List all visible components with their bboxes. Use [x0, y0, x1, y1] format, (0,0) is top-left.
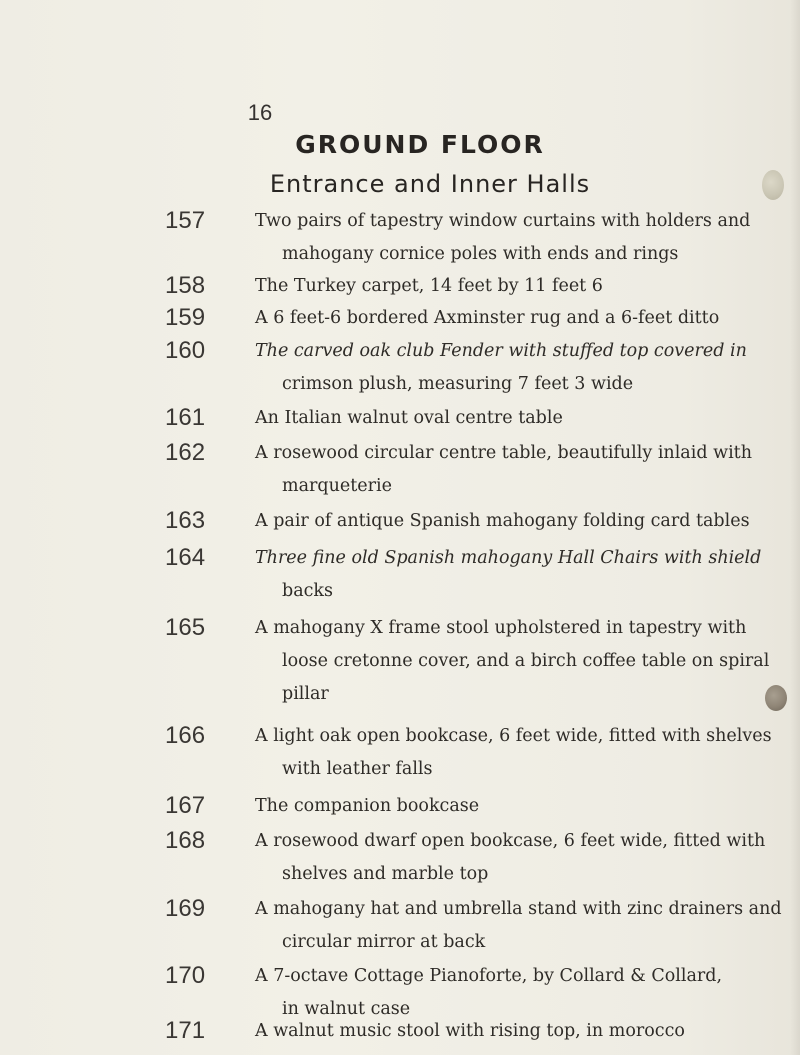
lot-line: The carved oak club Fender with stuffed top covered in	[255, 341, 747, 361]
lot-number: 157	[165, 207, 206, 234]
section-subheading: Entrance and Inner Halls	[269, 170, 591, 198]
lot-number: 168	[165, 827, 206, 854]
section-heading: GROUND FLOOR	[295, 130, 545, 159]
lot-number: 158	[165, 272, 206, 299]
lot-number: 163	[165, 507, 206, 534]
lot-line: A mahogany hat and umbrella stand with zinc drainers and	[255, 899, 782, 919]
lot-line: The companion bookcase	[255, 796, 480, 816]
lot-number: 170	[165, 962, 206, 989]
lot-line: A light oak open bookcase, 6 feet wide, fitted with shelves	[255, 726, 772, 746]
lot-description	[255, 612, 770, 711]
lot-number: 164	[165, 544, 206, 571]
lot-line: Three fine old Spanish mahogany Hall Chairs with shield	[255, 548, 762, 568]
lot-line: Two pairs of tapestry window curtains with holders and	[255, 211, 751, 231]
lot-description	[255, 270, 760, 303]
paper-spot-icon	[762, 170, 784, 200]
lot-description	[255, 402, 760, 435]
lot-number: 165	[165, 614, 206, 641]
lot-line: backs	[282, 581, 334, 601]
lot-line: crimson plush, measuring 7 feet 3 wide	[282, 374, 634, 394]
lot-description	[255, 505, 760, 538]
lot-line: mahogany cornice poles with ends and rings	[282, 244, 679, 264]
lot-line: circular mirror at back	[282, 932, 486, 952]
page-number: 16	[247, 100, 273, 125]
lot-line: A pair of antique Spanish mahogany folding card tables	[255, 511, 750, 531]
lot-number: 160	[165, 337, 206, 364]
lot-description	[255, 302, 760, 335]
lot-number: 169	[165, 895, 206, 922]
lot-line: The Turkey carpet, 14 feet by 11 feet 6	[255, 276, 603, 296]
lot-line: shelves and marble top	[282, 864, 489, 884]
lot-line: A 7-octave Cottage Pianoforte, by Collard & Collard,	[255, 966, 723, 986]
lot-line: in walnut case	[282, 999, 411, 1019]
lot-line: loose cretonne cover, and a birch coffee table on spiral	[282, 651, 770, 671]
lot-description	[255, 205, 760, 271]
lot-number: 161	[165, 404, 206, 431]
lot-description	[255, 437, 760, 503]
lot-line: An Italian walnut oval centre table	[255, 408, 563, 428]
lot-number: 162	[165, 439, 206, 466]
lot-line: A 6 feet-6 bordered Axminster rug and a 6-feet ditto	[255, 308, 720, 328]
lot-line: A mahogany X frame stool upholstered in tapestry with	[255, 618, 747, 638]
lot-line: A walnut music stool with rising top, in morocco	[255, 1021, 685, 1041]
lot-description	[255, 790, 760, 823]
lot-number: 171	[165, 1017, 206, 1044]
lot-number: 167	[165, 792, 206, 819]
lot-line: A rosewood circular centre table, beautifully inlaid with	[255, 443, 752, 463]
lot-line: pillar	[282, 684, 329, 704]
lot-line: A rosewood dwarf open bookcase, 6 feet wide, fitted with	[255, 831, 766, 851]
lot-number: 159	[165, 304, 206, 331]
lot-description	[255, 893, 782, 959]
lot-description	[255, 1015, 760, 1048]
page-edge	[790, 0, 800, 1055]
lot-description	[255, 542, 760, 608]
lot-description	[255, 335, 760, 401]
paper-spot-icon	[765, 685, 787, 711]
lot-description	[255, 825, 766, 891]
lot-description	[255, 720, 772, 786]
lot-line: with leather falls	[282, 759, 433, 779]
lot-number: 166	[165, 722, 206, 749]
lot-line: marqueterie	[282, 476, 392, 496]
